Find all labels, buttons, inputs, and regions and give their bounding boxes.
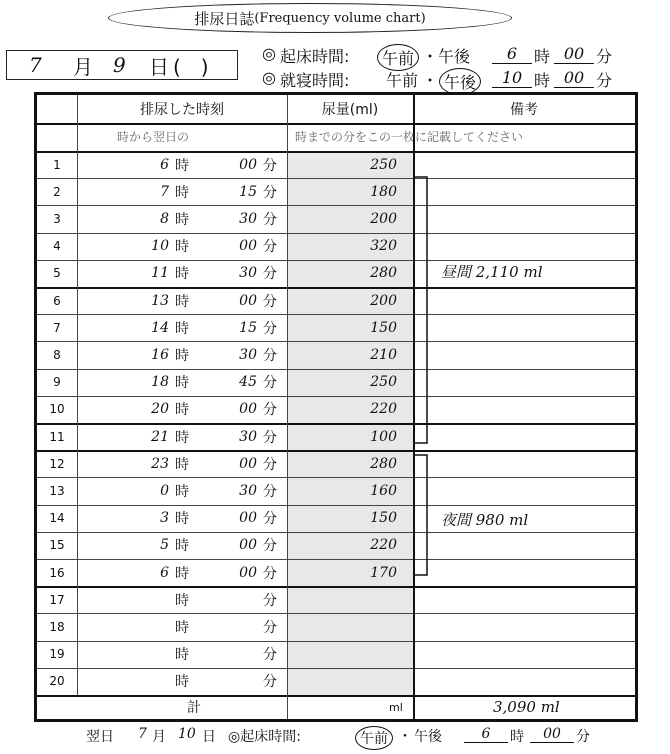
row-hour: 0 [160, 482, 169, 499]
row-hour: 14 [151, 319, 169, 336]
rule [37, 233, 635, 234]
rule [37, 396, 635, 397]
row-minute: 00 [239, 401, 257, 418]
row-minute: 00 [239, 564, 257, 581]
row-hour-label: 時 [175, 429, 189, 446]
row-number: 7 [53, 320, 61, 335]
row-hour-label: 時 [175, 266, 189, 283]
night-bracket [413, 453, 443, 579]
row-minute-label: 分 [263, 565, 277, 582]
row-number: 9 [53, 375, 61, 390]
footer-dot: ・ [398, 729, 412, 745]
row-minute [217, 668, 257, 695]
sleep-minute-label: 分 [596, 71, 613, 90]
date-month-label: 月 [73, 54, 93, 79]
sleep-minute: 00 [554, 68, 594, 88]
row-hour: 21 [151, 428, 169, 445]
row-hour: 10 [151, 238, 169, 255]
total-value: 3,090 ml [493, 698, 560, 716]
row-hour-label: 時 [175, 619, 189, 636]
row-hour-label: 時 [175, 483, 189, 500]
voiding-table [34, 92, 638, 722]
row-hour-label: 時 [175, 565, 189, 582]
row-minute-label: 分 [263, 375, 277, 392]
footer-day: 10 [178, 726, 196, 742]
row-hour: 23 [151, 455, 169, 472]
night-total-note: 夜間 980 ml [441, 510, 529, 529]
row-hour [129, 641, 169, 668]
daytime-bracket [413, 175, 443, 447]
row-volume [287, 641, 397, 668]
row-minute-label: 分 [263, 211, 277, 228]
rule [37, 641, 635, 642]
row-hour: 18 [151, 374, 169, 391]
row-number: 3 [53, 211, 61, 226]
row-minute: 00 [239, 455, 257, 472]
row-minute-label: 分 [263, 647, 277, 664]
rule [37, 586, 635, 588]
row-volume: 220 [370, 401, 397, 418]
row-number: 6 [53, 293, 61, 308]
rule [37, 341, 635, 342]
row-minute-label: 分 [263, 456, 277, 473]
rule [37, 559, 635, 560]
sleep-am: 午前 [386, 71, 419, 90]
footer-hour: 6 [464, 726, 508, 743]
row-minute: 00 [239, 156, 257, 173]
row-hour: 7 [160, 183, 169, 200]
row-volume [287, 613, 397, 640]
next-day-line [86, 726, 626, 748]
row-minute-label: 分 [263, 347, 277, 364]
row-minute [217, 586, 257, 613]
date-box [6, 50, 238, 80]
row-hour-label: 時 [175, 211, 189, 228]
row-hour-label: 時 [175, 375, 189, 392]
row-volume: 250 [370, 156, 397, 173]
sleep-hour-label: 時 [534, 71, 551, 90]
row-hour: 11 [151, 265, 169, 282]
footer-am-circled: 午前 [355, 726, 393, 750]
row-volume: 200 [370, 210, 397, 227]
row-hour [129, 586, 169, 613]
row-minute: 30 [239, 210, 257, 227]
footer-label: 翌日 [86, 729, 114, 745]
wake-am-circled: 午前 [377, 44, 419, 71]
footer-day-label: 日 [202, 729, 216, 745]
row-hour: 5 [160, 537, 169, 554]
rule [37, 369, 635, 370]
row-minute: 15 [239, 319, 257, 336]
row-minute: 00 [239, 292, 257, 309]
row-minute-label: 分 [263, 320, 277, 337]
row-minute-label: 分 [263, 538, 277, 555]
subtitle-left: 時から翌日の [117, 129, 190, 144]
rule [287, 95, 288, 719]
row-number: 13 [49, 483, 65, 498]
row-hour-label: 時 [175, 511, 189, 528]
wake-hour-label: 時 [534, 47, 551, 66]
wake-time-line [262, 44, 642, 68]
row-minute-label: 分 [263, 674, 277, 691]
row-volume: 100 [370, 428, 397, 445]
row-volume: 280 [370, 455, 397, 472]
row-volume: 320 [370, 238, 397, 255]
rule [37, 532, 635, 533]
row-minute-label: 分 [263, 239, 277, 256]
row-hour-label: 時 [175, 538, 189, 555]
date-month: 7 [29, 53, 42, 77]
row-number: 1 [53, 157, 61, 172]
row-hour-label: 時 [175, 293, 189, 310]
rule [37, 178, 635, 179]
row-minute-label: 分 [263, 619, 277, 636]
row-minute: 15 [239, 183, 257, 200]
row-number: 11 [49, 429, 65, 444]
row-hour-label: 時 [175, 184, 189, 201]
sleep-mark: ◎ [262, 68, 276, 87]
row-volume: 160 [370, 482, 397, 499]
row-hour-label: 時 [175, 592, 189, 609]
sleep-dot: ・ [422, 71, 439, 90]
sleep-time-line [262, 68, 642, 92]
row-minute [217, 613, 257, 640]
row-hour-label: 時 [175, 347, 189, 364]
row-number: 14 [49, 511, 65, 526]
row-hour-label: 時 [175, 320, 189, 337]
rule [37, 314, 635, 315]
row-volume: 250 [370, 374, 397, 391]
rule [37, 477, 635, 478]
footer-hour-label: 時 [510, 729, 524, 745]
row-minute-label: 分 [263, 157, 277, 174]
row-hour: 6 [160, 564, 169, 581]
title-jp: 排尿日誌 [194, 9, 255, 28]
row-volume: 280 [370, 265, 397, 282]
rule [37, 668, 635, 669]
footer-wake-label: ◎起床時間: [228, 729, 301, 745]
date-day-label: 日 [149, 54, 169, 79]
wake-mark: ◎ [262, 44, 276, 63]
row-hour-label: 時 [175, 674, 189, 691]
footer-minute: 00 [530, 726, 574, 743]
rule [37, 505, 635, 506]
wake-pm: 午後 [438, 47, 471, 66]
rule [37, 123, 635, 125]
total-label: 計 [187, 700, 201, 716]
row-minute: 30 [239, 482, 257, 499]
row-minute-label: 分 [263, 483, 277, 500]
row-hour [129, 613, 169, 640]
row-hour: 20 [151, 401, 169, 418]
row-minute-label: 分 [263, 293, 277, 310]
row-hour: 6 [160, 156, 169, 173]
rule [37, 450, 635, 452]
sleep-hour: 10 [492, 68, 532, 88]
row-number: 19 [49, 647, 65, 662]
row-hour: 16 [151, 346, 169, 363]
date-day: 9 [113, 53, 126, 77]
row-number: 10 [49, 402, 65, 417]
row-volume [287, 586, 397, 613]
row-hour: 8 [160, 210, 169, 227]
rule [37, 613, 635, 614]
footer-pm: 午後 [414, 729, 442, 745]
rule [37, 423, 635, 425]
rule [37, 205, 635, 206]
sleep-pm-circled: 午後 [439, 68, 481, 95]
wake-minute: 00 [554, 44, 594, 64]
row-minute-label: 分 [263, 184, 277, 201]
row-minute: 00 [239, 510, 257, 527]
row-volume: 210 [370, 346, 397, 363]
row-number: 17 [49, 592, 65, 607]
row-minute: 30 [239, 346, 257, 363]
total-unit: ml [389, 700, 403, 714]
row-minute-label: 分 [263, 429, 277, 446]
row-volume [287, 668, 397, 695]
row-hour-label: 時 [175, 456, 189, 473]
row-volume: 220 [370, 537, 397, 554]
footer-month-label: 月 [152, 729, 166, 745]
sleep-label: 就寝時間: [280, 71, 350, 90]
wake-dot: ・ [422, 47, 439, 66]
row-hour-label: 時 [175, 239, 189, 256]
row-number: 12 [49, 456, 65, 471]
row-volume: 170 [370, 564, 397, 581]
subtitle-right: 時までの分をこの一枚に記載してください [295, 129, 524, 144]
row-number: 15 [49, 538, 65, 553]
row-hour [129, 668, 169, 695]
row-volume: 180 [370, 183, 397, 200]
row-number: 4 [53, 239, 61, 254]
header-volume: 尿量(ml) [321, 102, 379, 118]
footer-minute-label: 分 [576, 729, 590, 745]
row-hour-label: 時 [175, 402, 189, 419]
row-minute-label: 分 [263, 511, 277, 528]
row-minute-label: 分 [263, 592, 277, 609]
date-weekday: ( ) [173, 54, 209, 79]
row-minute-label: 分 [263, 266, 277, 283]
daytime-total-note: 昼間 2,110 ml [441, 262, 543, 281]
row-number: 18 [49, 619, 65, 634]
rule [37, 151, 635, 153]
row-minute-label: 分 [263, 402, 277, 419]
wake-minute-label: 分 [596, 47, 613, 66]
wake-label: 起床時間: [280, 47, 350, 66]
header-notes: 備考 [510, 102, 538, 118]
row-minute [217, 641, 257, 668]
row-number: 20 [49, 674, 65, 689]
row-minute: 00 [239, 238, 257, 255]
row-number: 16 [49, 565, 65, 580]
row-volume: 150 [370, 319, 397, 336]
footer-month: 7 [138, 726, 147, 742]
row-number: 5 [53, 266, 61, 281]
row-minute: 00 [239, 537, 257, 554]
header-time: 排尿した時刻 [140, 102, 224, 118]
row-hour-label: 時 [175, 647, 189, 664]
wake-hour: 6 [492, 44, 532, 64]
row-hour: 13 [151, 292, 169, 309]
row-minute: 45 [239, 374, 257, 391]
chart-title [108, 3, 512, 33]
rule [77, 95, 78, 695]
rule [37, 287, 635, 289]
row-hour: 3 [160, 510, 169, 527]
row-hour-label: 時 [175, 157, 189, 174]
row-minute: 30 [239, 265, 257, 282]
row-volume: 150 [370, 510, 397, 527]
row-number: 2 [53, 184, 61, 199]
rule [37, 260, 635, 261]
row-minute: 30 [239, 428, 257, 445]
title-en: (Frequency volume chart) [254, 10, 426, 26]
row-volume: 200 [370, 292, 397, 309]
row-number: 8 [53, 347, 61, 362]
